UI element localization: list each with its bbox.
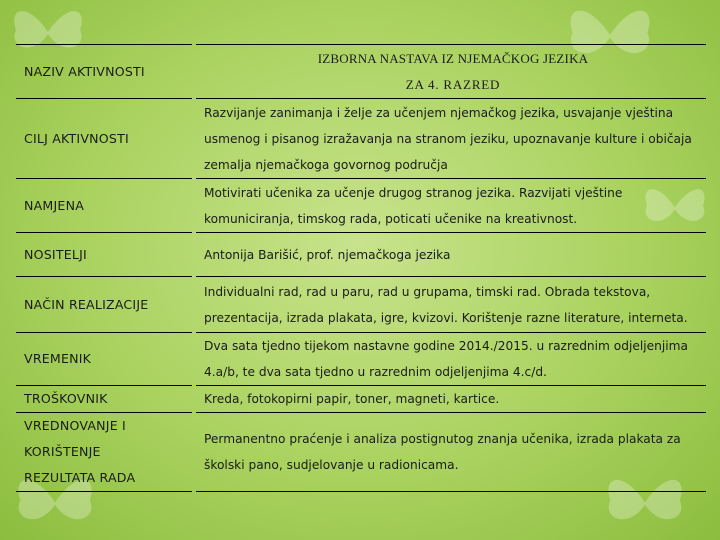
title-line: IZBORNA NASTAVA IZ NJEMAČKOG JEZIKA [317, 50, 589, 66]
row-label: VREDNOVANJE I KORIŠTENJE REZULTATA RADA [16, 413, 192, 492]
row-value: Permanentno praćenje i analiza postignutog znanja učenika, izrada plakata za školski pano, sudjelovanje u radionicama. [196, 413, 706, 492]
title-line: ZA 4. RAZRED [405, 76, 501, 92]
row-value: Razvijanje zanimanja i želje za učenjem njemačkog jezika, usvajanje vještina usmenog i pisanog izražavanja na stranom jeziku, upoznavanje kulture i običaja zemalja njemačkoga govornog područja [196, 99, 706, 179]
row-label: NOSITELJI [16, 233, 192, 277]
table-row [16, 233, 706, 277]
header-title [196, 45, 706, 99]
row-label: NAMJENA [16, 179, 192, 233]
table-row [16, 333, 706, 386]
table-row-header [16, 45, 706, 99]
row-value: Antonija Barišić, prof. njemačkoga jezika [196, 233, 706, 277]
table-row [16, 386, 706, 413]
row-value: Individualni rad, rad u paru, rad u grupama, timski rad. Obrada tekstova, prezentacija, izrada plakata, igre, kvizovi. Korištenje razne literature, interneta. [196, 277, 706, 333]
row-value: Dva sata tjedno tijekom nastavne godine 2014./2015. u razrednim odjeljenjima 4.a/b, te dva sata tjedno u razrednim odjeljenjima 4.c/d. [196, 333, 706, 386]
row-label: NAČIN REALIZACIJE [16, 277, 192, 333]
row-label: VREMENIK [16, 333, 192, 386]
table-row [16, 413, 706, 492]
row-value: Kreda, fotokopirni papir, toner, magneti, kartice. [196, 386, 706, 413]
row-label: TROŠKOVNIK [16, 386, 192, 413]
table-row [16, 179, 706, 233]
table-row [16, 99, 706, 179]
header-label: NAZIV AKTIVNOSTI [16, 45, 192, 99]
table-row [16, 277, 706, 333]
row-value: Motivirati učenika za učenje drugog stranog jezika. Razvijati vještine komuniciranja, timskog rada, poticati učenike na kreativnost. [196, 179, 706, 233]
activity-table [16, 44, 706, 492]
row-label: CILJ AKTIVNOSTI [16, 99, 192, 179]
